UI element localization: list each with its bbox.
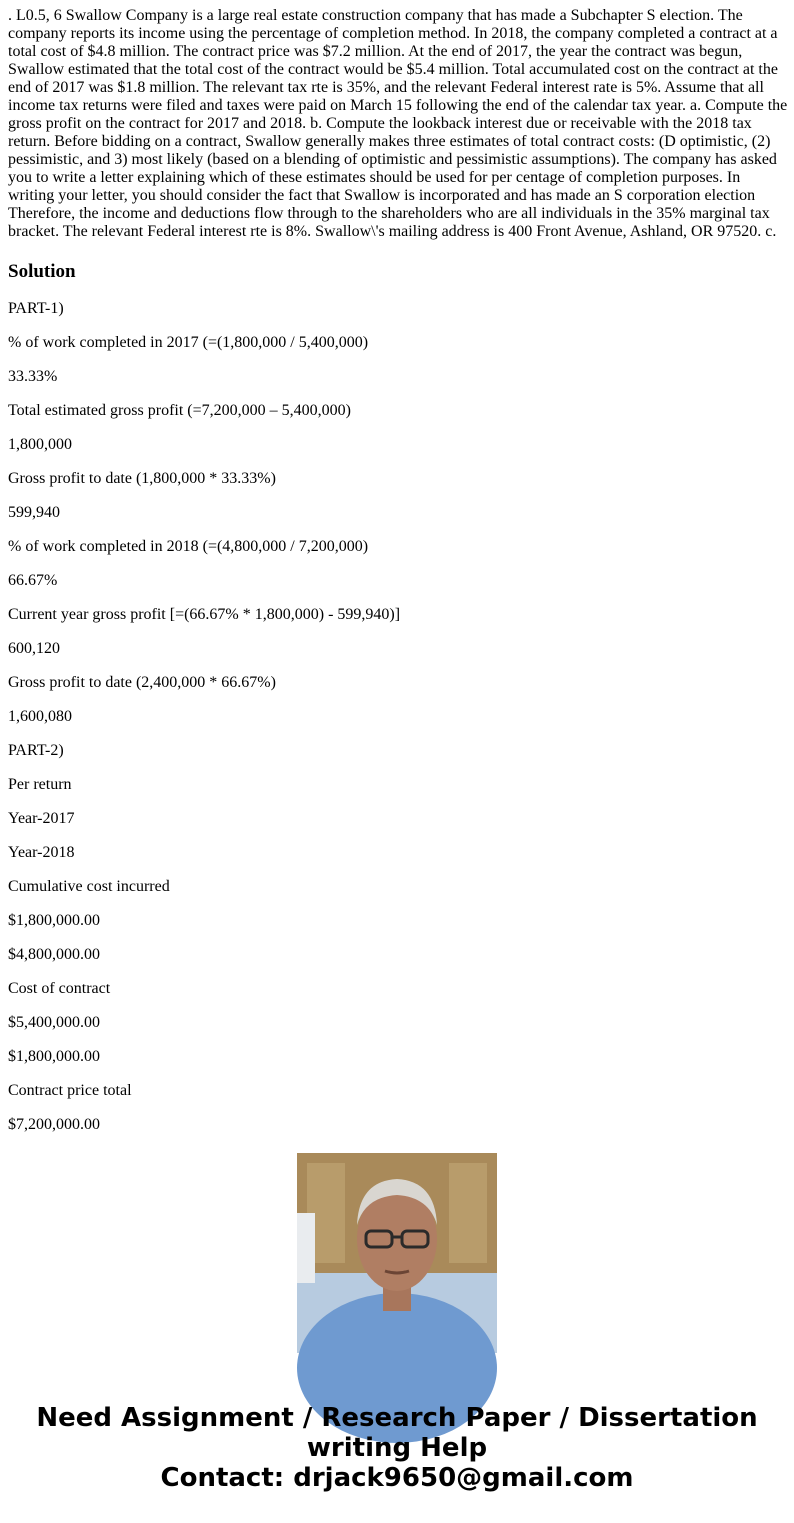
author-avatar [297,1153,497,1353]
solution-line: 599,940 [8,504,60,521]
solution-line: $4,800,000.00 [8,946,100,963]
solution-line: % of work completed in 2018 (=(4,800,000 / 7,200,000) [8,538,369,555]
solution-body [0,290,794,1134]
solution-line: PART-1) [8,300,64,317]
solution-line: % of work completed in 2017 (=(1,800,000 / 5,400,000) [8,334,369,351]
promo-contact: Contact: drjack9650@gmail.com [160,1463,634,1493]
solution-line: Total estimated gross profit (=7,200,000 – 5,400,000) [8,402,351,419]
promo-line-2: writing Help [306,1433,488,1463]
solution-line: $7,200,000.00 [8,1116,100,1133]
solution-line: Per return [8,776,72,793]
solution-line: Year-2018 [8,844,75,861]
solution-line: Current year gross profit [=(66.67% * 1,800,000) - 599,940)] [8,606,401,623]
solution-line: 33.33% [8,368,58,385]
solution-line: 1,800,000 [8,436,72,453]
solution-line: 1,600,080 [8,708,72,725]
solution-line: PART-2) [8,742,64,759]
solution-line: 600,120 [8,640,60,657]
question-text: . L0.5, 6 Swallow Company is a large real estate construction company that has made a Subchapter S election. The company reports its income using the percentage of completion method. In 2018, the company completed a contract at a total cost of $4.8 million. The contract price was $7.2 million. At the end of 2017, the year the contract was begun, Swallow estimated that the total cost of the contract would be $5.4 million. Total accumulated cost on the contract at the end of 2017 was $1.8 million. The relevant tax rte is 35%, and the relevant Federal interest rate is 5%. Assume that all income tax returns were filed and taxes were paid on March 15 following the end of the calendar tax year. a. Compute the gross profit on the contract for 2017 and 2018. b. Compute the lookback interest due or receivable with the 2018 tax return. Before bidding on a contract, Swallow generally makes three estimates of total contract costs: (D optimistic, (2) pessimistic, and 3) most likely (based on a blending of optimistic and pessimistic assumptions). The company has asked you to write a letter explaining which of these estimates should be used for per centage of completion purposes. In writing your letter, you should consider the fact that Swallow is incorporated and has made an S corporation election Therefore, the income and deductions flow through to the shareholders who are all individuals in the 35% marginal tax bracket. The relevant Federal interest rte is 8%. Swallow\'s mailing address is 400 Front Avenue, Ashland, OR 97520. c. [8,7,788,240]
person-portrait-icon [297,1153,497,1353]
solution-line: $1,800,000.00 [8,912,100,929]
solution-line: $5,400,000.00 [8,1014,100,1031]
solution-line: $1,800,000.00 [8,1048,100,1065]
solution-line: Gross profit to date (2,400,000 * 66.67%) [8,674,276,691]
solution-heading: Solution [8,261,76,282]
solution-line: Gross profit to date (1,800,000 * 33.33%) [8,470,276,487]
solution-line: Cumulative cost incurred [8,878,170,895]
solution-content[interactable] [0,290,794,1133]
promo-banner [0,1403,794,1493]
solution-line: 66.67% [8,572,58,589]
solution-line: Year-2017 [8,810,75,827]
solution-line: Contract price total [8,1082,132,1099]
solution-line: Cost of contract [8,980,111,997]
promo-line-1: Need Assignment / Research Paper / Dissertation [36,1403,758,1433]
